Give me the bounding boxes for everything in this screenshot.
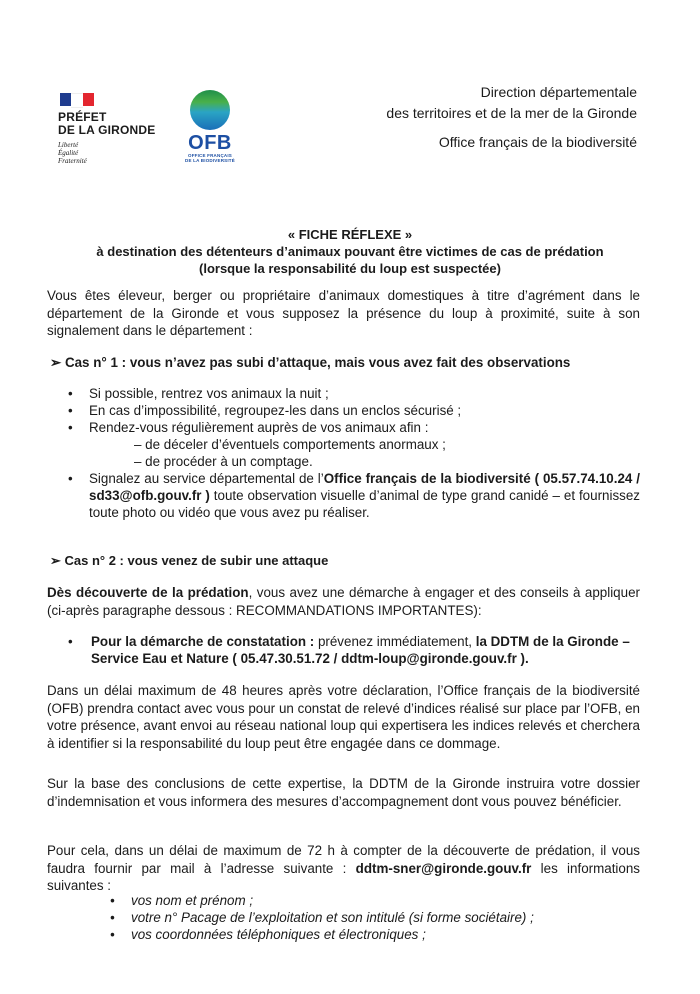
- cas2-list: [68, 633, 640, 667]
- cas1-ofb-contact: ( 05.57.74.10.24 / sd33@ofb.gouv.fr ): [89, 471, 640, 503]
- intro-paragraph: Vous êtes éleveur, berger ou propriétaire d’animaux domestiques à titre d’agrément dans le département de la Gironde et vous supposez la présence du loup à proximité, suite à son signalement dans le département :: [47, 288, 640, 338]
- cas2-p4-end: les informations suivantes :: [47, 860, 640, 893]
- list-item: [110, 909, 630, 926]
- cas1-sub1: – de déceler d’éventuels comportements anormaux ;: [134, 437, 446, 452]
- title-line2: à destination des détenteurs d’animaux pouvant être victimes de cas de prédation: [96, 244, 604, 259]
- direction-line2: des territoires et de la mer de la Gironde: [386, 105, 637, 121]
- list-item: [68, 470, 640, 521]
- ofb-logo-sub2: DE LA BIODIVERSITÉ: [185, 158, 235, 163]
- prefet-line2: DE LA GIRONDE: [58, 123, 156, 137]
- cas1-bullet1: Si possible, rentrez vos animaux la nuit ;: [89, 386, 329, 401]
- cas2-paragraph1: [47, 584, 640, 619]
- direction-name: [386, 82, 637, 124]
- devise-egalite: Égalité: [58, 149, 79, 157]
- list-item: [110, 926, 630, 943]
- cas2-p1-text: , vous avez une démarche à engager et des conseils à appliquer (ci-après paragraphe dessous : RECOMMANDATIONS IMPORTANTES):: [47, 585, 640, 618]
- title-line1: « FICHE RÉFLEXE »: [287, 227, 413, 242]
- cas2-paragraph4: [47, 842, 640, 895]
- title-line3: (lorsque la responsabilité du loup est suspectée): [199, 261, 501, 276]
- cas1-ofb-name: Office français de la biodiversité: [323, 471, 531, 486]
- list-item: [68, 402, 640, 419]
- list-item: [68, 419, 640, 470]
- cas1-bullet2: En cas d’impossibilité, regroupez-les dans un enclos sécurisé ;: [89, 403, 462, 418]
- devise-fraternite: Fraternité: [58, 157, 87, 165]
- cas1-heading: ➢ Cas n° 1 : vous n’avez pas subi d’attaque, mais vous avez fait des observations: [50, 355, 571, 370]
- cas2-p1-bold: Dès découverte de la prédation: [47, 585, 249, 600]
- prefet-line1: PRÉFET: [58, 110, 107, 124]
- cas2-paragraph2: Dans un délai maximum de 48 heures après votre déclaration, l’Office français de la biodiversité (OFB) prendra contact avec vous pour un constat de relevé d’indices réalisé sur place par l’OFB, en votre présence, avant envoi au réseau national loup qui expertisera les indices relevés et cherchera à identifier si la responsabilité du loup peut être engagée dans ce dommage.: [47, 683, 640, 751]
- devise: [58, 141, 198, 165]
- cas1-bullet4-d: toute observation visuelle d’animal de type grand canidé – et fournissez toute photo ou vidéo que vous avez pu réaliser.: [89, 488, 640, 520]
- info-item1: vos nom et prénom ;: [131, 893, 254, 908]
- cas2-bullet-end: .: [525, 651, 529, 666]
- cas1-bullet3: Rendez-vous régulièrement auprès de vos animaux afin :: [89, 420, 429, 435]
- ofb-logo-text: OFB: [188, 132, 232, 154]
- cas1-bullet4-a: Signalez au service départemental de l’: [89, 471, 324, 486]
- ofb-logo-sub1: OFFICE FRANÇAIS: [188, 153, 232, 158]
- direction-line1: Direction départementale: [480, 84, 637, 100]
- cas2-p4-text: Pour cela, dans un délai de maximum de 72 h à compter de la découverte de prédation, il vous faudra fournir par mail à l’adresse suivante :: [47, 843, 640, 876]
- info-item2: votre n° Pacage de l’exploitation et son intitulé (si forme sociétaire) ;: [131, 910, 534, 925]
- cas2-email: ddtm-sner@gironde.gouv.fr: [355, 860, 532, 876]
- document-title: [40, 226, 660, 277]
- cas2-heading: ➢ Cas n° 2 : vous venez de subir une attaque: [50, 553, 329, 568]
- list-item: [68, 385, 640, 402]
- cas2-bullet-label: Pour la démarche de constatation :: [91, 634, 315, 649]
- cas2-info-list: [110, 892, 630, 943]
- cas2-ddtm-contact: la DDTM de la Gironde – Service Eau et Nature ( 05.47.30.51.72 / ddtm-loup@gironde.gouv.fr ): [91, 634, 630, 666]
- french-flag-icon: [60, 93, 94, 106]
- cas2-bullet-text: prévenez immédiatement,: [314, 634, 476, 649]
- list-item: [68, 633, 640, 667]
- office-name: Office français de la biodiversité: [438, 134, 637, 150]
- devise-liberte: Liberté: [58, 141, 79, 149]
- info-item3: vos coordonnées téléphoniques et électroniques ;: [131, 927, 426, 942]
- ofb-globe-icon: [190, 90, 230, 130]
- list-item: [110, 892, 630, 909]
- cas1-list: [68, 385, 640, 521]
- cas2-paragraph3: Sur la base des conclusions de cette expertise, la DDTM de la Gironde instruira votre dossier d’indemnisation et vous informera des mesures d’accompagnement dont vous pouvez bénéficier.: [47, 776, 640, 809]
- cas1-sub2: – de procéder à un comptage.: [134, 454, 313, 469]
- prefet-logo: [58, 93, 198, 165]
- ofb-logo: [178, 90, 242, 163]
